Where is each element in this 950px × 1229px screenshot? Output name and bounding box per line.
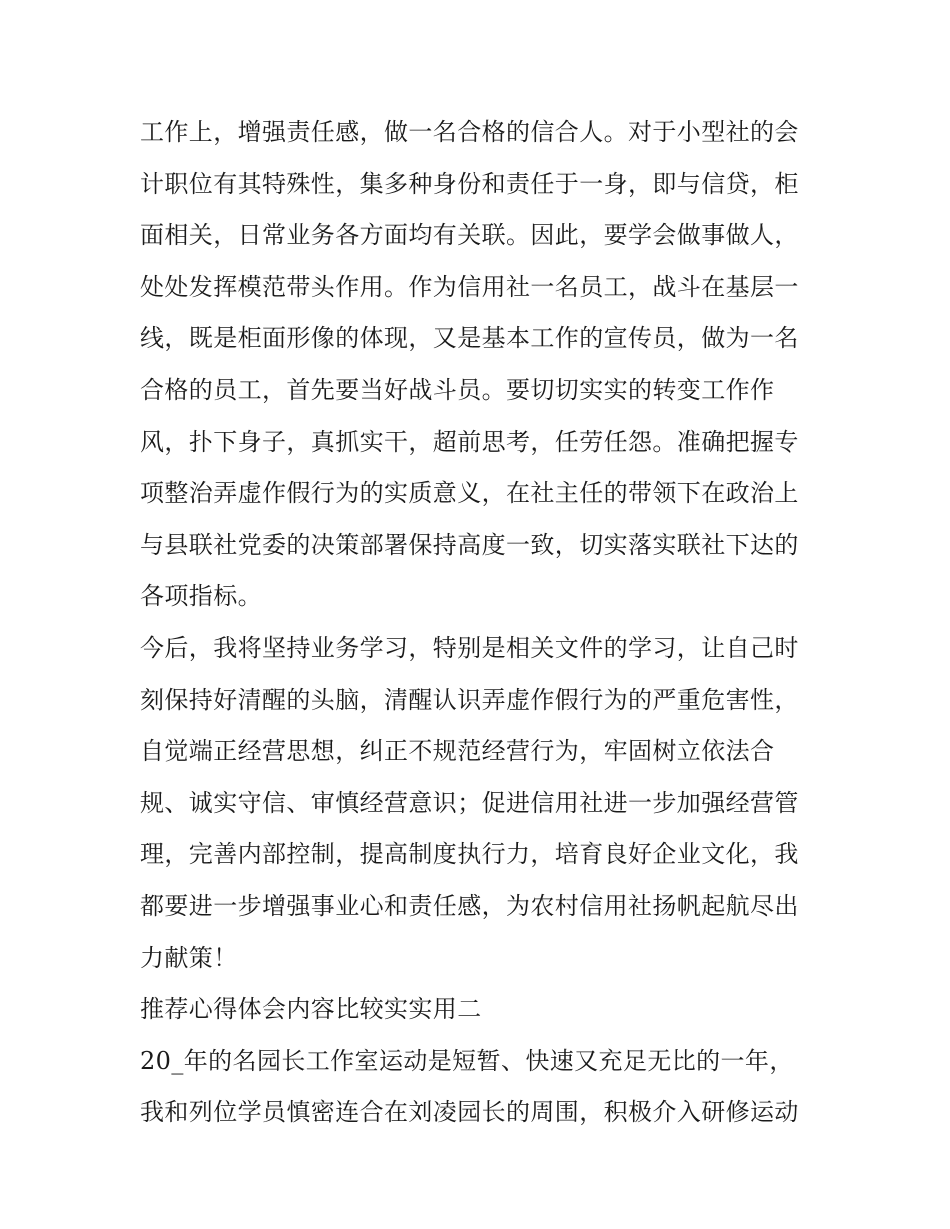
document-body	[140, 107, 815, 1139]
text-line: 规、诚实守信、审慎经营意识；促进信用社进一步加强经营管	[140, 788, 799, 817]
text-line: 各项指标。	[140, 582, 262, 611]
text-line: 处处发挥模范带头作用。作为信用社一名员工，战斗在基层一	[140, 272, 799, 301]
text-line: 今后，我将坚持业务学习，特别是相关文件的学习，让自己时	[140, 633, 799, 662]
section-heading: 推荐心得体会内容比较实实用二	[140, 995, 482, 1024]
text-line: 都要进一步增强事业心和责任感，为农村信用社扬帆起航尽出	[140, 891, 799, 920]
text-line: 自觉端正经营思想，纠正不规范经营行为，牢固树立依法合	[140, 737, 775, 766]
text-line: 理，完善内部控制，提高制度执行力，培育良好企业文化，我	[140, 840, 799, 869]
text-line: 项整治弄虚作假行为的实质意义，在社主任的带领下在政治上	[140, 479, 799, 508]
text-line: 力献策！	[140, 943, 238, 972]
text-line: 我和列位学员慎密连合在刘凌园长的周围，积极介入研修运动	[140, 1098, 799, 1127]
text-line: 与县联社党委的决策部署保持高度一致，切实落实联社下达的	[140, 530, 799, 559]
text-line: 20_年的名园长工作室运动是短暂、快速又充足无比的一年，	[140, 1046, 794, 1075]
text-line: 计职位有其特殊性，集多种身份和责任于一身，即与信贷，柜	[140, 169, 799, 198]
text-line: 合格的员工，首先要当好战斗员。要切切实实的转变工作作	[140, 375, 775, 404]
text-line: 风，扑下身子，真抓实干，超前思考，任劳任怨。准确把握专	[140, 427, 799, 456]
text-line: 工作上，增强责任感，做一名合格的信合人。对于小型社的会	[140, 118, 799, 146]
text-line: 面相关，日常业务各方面均有关联。因此，要学会做事做人，	[140, 221, 799, 250]
text-line: 刻保持好清醒的头脑，清醒认识弄虚作假行为的严重危害性，	[140, 685, 799, 714]
text-line: 线，既是柜面形像的体现，又是基本工作的宣传员，做为一名	[140, 324, 799, 353]
